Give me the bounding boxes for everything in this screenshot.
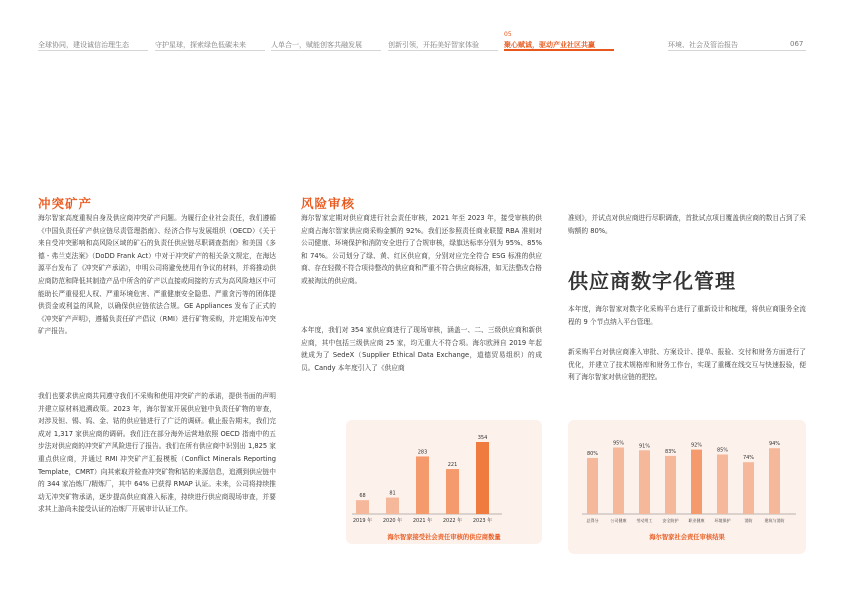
nav-divider xyxy=(38,50,148,51)
risk-audit-paragraph-1: 海尔智家定期对供应商进行社会责任审核，2021 年至 2023 年，接受审核的供应商占海尔智家供应商采购金额的 92%。我们还参照责任商业联盟 RBA 准则对公司健康、环境保护和消防安全进行了合规审核，绿旗达标率分别为 95%、85% 和 74%。公司划分了绿、黄、红区供应商，分别对应完全符合 ESG 标准的供应商、存在轻微不符合项待整改的供应商和严重不符合供应商标准，如无法整改合格或被淘汰的供应商。 xyxy=(301,214,542,285)
data-label: 94% xyxy=(768,441,781,448)
bar xyxy=(446,469,459,514)
nav-divider xyxy=(271,50,381,51)
bar xyxy=(769,448,780,514)
nav-item-community-active[interactable]: 聚心赋诚，驱动产业社区共赢 xyxy=(504,41,595,49)
bar xyxy=(613,448,624,515)
conflict-minerals-paragraph-1: 海尔智家高度重视自身及供应商冲突矿产问题。为履行企业社会责任，我们遵循《中国负责任矿产供应链尽责管理指南》、经济合作与发展组织（OECD）《关于来自受冲突影响和高风险区域的矿石的负责任供应链尽职调查指南》和美国《多德 - 弗兰克法案》（DoDD Frank Act）中对于冲突矿产的相关条文规定，在海达源平台发布了《冲突矿产承诺》，申明公司将避免使用有争议的材料，并将推动供应商防范和降低其制造产品中所含的矿产以直接或间接的方式为高风险地区中可能助长严重侵犯人权、严重环境危害、严重健康安全隐患、严重贪污等的团体提供资金或利益的风险，以确保供应链依法合规。GE Appliances 发布了正式的《冲突矿产声明》，遵循负责任矿产倡议（RMI）进行矿物采购，并定期发布冲突矿产报告。 xyxy=(38,214,276,336)
nav-divider xyxy=(155,50,265,51)
tick-label: 2020 年 xyxy=(382,518,403,524)
data-label: 91% xyxy=(638,443,651,450)
digital-management-paragraph-2: 新采购平台对供应商准入审批、方案设计、提单、报验、交付和财务方面进行了优化，并建立了技术规格库和财务工作台，实现了重概在线交互与快速报验，便利了海尔智家对供应链的把控。 xyxy=(568,348,806,382)
tick-label: 总得分 xyxy=(586,518,599,523)
digital-management-paragraph-1: 本年度，海尔智家对数字化采购平台进行了重新设计和梳理，将供应商服务全流程的 9 个节点纳入平台管理。 xyxy=(568,305,806,326)
data-label: 80% xyxy=(586,451,599,457)
chart-caption: 海尔智家接受社会责任审核的供应商数量 xyxy=(387,534,501,541)
data-label: 85% xyxy=(716,447,729,454)
tick-label: 安全防护 xyxy=(662,518,679,523)
nav-divider xyxy=(388,50,498,51)
page-number: 067 xyxy=(790,40,804,48)
data-label: 92% xyxy=(690,442,703,449)
bar xyxy=(416,456,429,514)
bar xyxy=(356,500,369,514)
data-label: 95% xyxy=(612,440,625,447)
nav-item-innovation[interactable]: 创新引领，开拓美好智家体验 xyxy=(388,41,479,49)
data-label: 221 xyxy=(447,462,458,469)
tick-label: 劳动用工 xyxy=(636,518,653,523)
tick-label: 消防 xyxy=(744,518,753,523)
risk-audit-paragraph-3: 准则》，并试点对供应商进行尽职调查，首批试点项目覆盖供应商的数目占到了采购额的 80%。 xyxy=(568,214,806,235)
bar xyxy=(386,498,399,514)
bar xyxy=(743,462,754,514)
data-label: 283 xyxy=(417,449,428,456)
data-label: 81 xyxy=(389,490,396,497)
chart-caption: 海尔智家社会责任审核结果 xyxy=(649,534,725,541)
bar xyxy=(639,450,650,514)
nav-chapter-number: 05 xyxy=(504,31,512,38)
nav-divider xyxy=(668,50,806,51)
tick-label: 环境保护 xyxy=(714,518,731,523)
tick-label: 职业健康 xyxy=(688,518,705,523)
nav-item-governance[interactable]: 全球协同，建设诚信治理生态 xyxy=(38,41,129,49)
data-label: 83% xyxy=(664,448,677,455)
bar-chart-audited-suppliers xyxy=(346,420,542,530)
chart-panel-audited-suppliers xyxy=(346,420,542,544)
data-label: 354 xyxy=(477,435,488,441)
nav-item-employees[interactable]: 人单合一，赋能创客共融发展 xyxy=(271,41,362,49)
section-title-conflict-minerals: 冲突矿产 xyxy=(38,196,93,211)
nav-item-environment[interactable]: 守护星球，探索绿色低碳未来 xyxy=(155,41,246,49)
nav-item-report-title: 环境、社会及管治报告 xyxy=(668,41,738,49)
chart-panel-audit-results xyxy=(568,420,806,554)
data-label: 68 xyxy=(359,493,366,500)
tick-label: 公司健康 xyxy=(610,518,627,523)
tick-label: 2023 年 xyxy=(472,518,493,524)
tick-label: 2022 年 xyxy=(442,518,463,524)
top-navigation xyxy=(0,0,843,48)
bar xyxy=(665,456,676,514)
section-title-digital-supplier-management: 供应商数字化管理 xyxy=(568,269,736,293)
section-title-risk-audit: 风险审核 xyxy=(301,196,356,211)
bar xyxy=(476,442,489,514)
nav-divider-active xyxy=(504,49,614,51)
bar xyxy=(587,458,598,514)
risk-audit-paragraph-2: 本年度，我们对 354 家供应商进行了现场审核，涵盖一、二、三级供应商和新供应商，其中包括三级供应商 25 家，均无重大不符合项。海尔欧洲自 2019 年起就成为了 SedeX（Supplier Ethical Data Exchange，道德贸易组织）的成员。Candy 本年度引入了《供应商 xyxy=(301,326,542,372)
data-label: 74% xyxy=(742,455,755,462)
tick-label: 建筑与消防 xyxy=(764,518,785,523)
tick-label: 2021 年 xyxy=(412,518,433,524)
bar-chart-audit-results xyxy=(568,420,806,530)
tick-label: 2019 年 xyxy=(352,518,373,524)
conflict-minerals-paragraph-2: 我们也要求供应商共同遵守我们不采购和使用冲突矿产的承诺，提供书面的声明并建立原材料追溯政策。2023 年，海尔智家开展供应链中负责任矿物的审查，对涉及钽、锡、钨、金、钴的供应链进行了广泛的调研。截止报告期末，我们完成对 1,317 家供应商的调研。我们注在部分海外运营地依照 OECD 指南中的五步法对供应商的冲突矿产风险进行了报告。我们在所有供应商中识别出 1,825 家重点供应商，并通过 RMI 冲突矿产汇报模板（Conflict Minerals Reporting Template，CMRT）向其索取并检查冲突矿物和钴的来源信息，追溯到供应链中的 344 家冶炼厂/精炼厂，其中 64% 已获得 RMAP 认证。未来，公司将持续推动无冲突矿物承诺，逐步提高供应商准入标准，持续进行供应商现场审查，并要求其上游尚未接受认证的冶炼厂开展审计认证工作。 xyxy=(38,392,276,514)
bar xyxy=(717,455,728,515)
bar xyxy=(691,450,702,514)
